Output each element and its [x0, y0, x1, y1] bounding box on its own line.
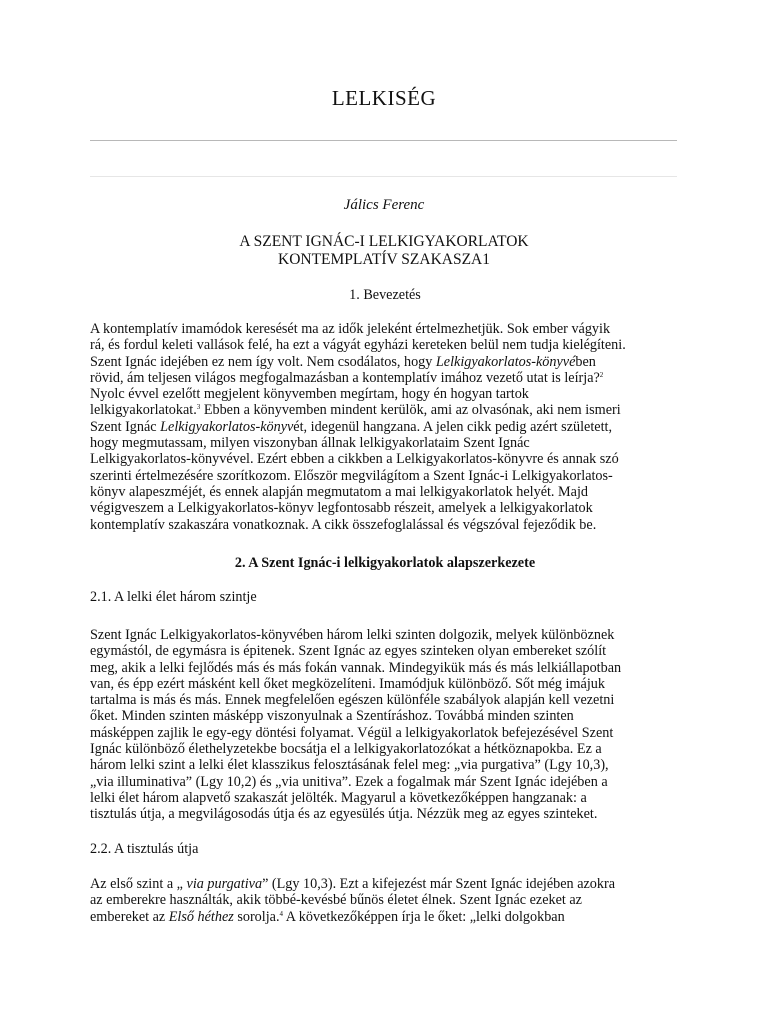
text-line: hogy megmutassam, milyen viszonyban állnak lelkigyakorlataim Szent Ignác	[90, 435, 530, 452]
heading-introduction: 1. Bevezetés	[349, 287, 421, 303]
text-line	[90, 354, 680, 370]
text-line	[90, 370, 680, 386]
text-line: Nyolc évvel ezelőtt megjelent könyvemben megírtam, hogy én hogyan tartok	[90, 386, 529, 403]
author-name: Jálics Ferenc	[343, 197, 425, 213]
text-line: az emberekre használták, akik többé-kevésbé bűnös életet élnek. Szent Ignác ezeket az	[90, 892, 582, 909]
heading-section-2: 2. A Szent Ignác-i lelkigyakorlatok alapszerkezete	[234, 555, 536, 571]
text-line: van, és épp ezért másként kell őket megközelíteni. Imamódjuk különböző. Sőt még imájuk	[90, 675, 605, 692]
text-line	[90, 909, 680, 925]
text-run: Szent Ignác	[90, 418, 161, 435]
heading-2-1: 2.1. A lelki élet három szintje	[90, 589, 257, 605]
text-line: Lelkigyakorlatos-könyvével. Ezért ebben a cikkben a Lelkigyakorlatos-könyvre és annak szó	[90, 451, 619, 468]
italic-term: via purgativa	[182, 876, 263, 892]
text-run: ben	[575, 353, 596, 370]
text-line: egymástól, de egymásra is épitenek. Szent Ignác az egyes szinteken olyan embereket szólít	[90, 643, 607, 660]
header-divider-light	[90, 176, 677, 177]
paragraph-introduction	[90, 321, 680, 533]
text-line: tisztulás útja, a megvilágosodás útja és az egyesülés útja. Nézzük meg az egyes szinteket.	[90, 806, 598, 823]
text-run: sorolja.	[233, 908, 280, 925]
text-line: „via illuminativa” (Lgy 10,2) és „via unitiva”. Ezek a fogalmak már Szent Ignác idejében a	[90, 773, 608, 790]
footnote-ref: 3	[196, 403, 201, 412]
text-line: meg, akik a lelki fejlődés más és más fokán vannak. Mindegyikük más és más lelkiállapotban	[90, 659, 622, 676]
paragraph-2-1	[90, 627, 680, 823]
paragraph-2-2	[90, 876, 680, 925]
text-line: Ignác különböző élethelyzetekbe bocsátja el a lelkigyakorlatozókat a hétköznapokba. Ez a	[90, 741, 602, 758]
heading-2-2-block	[90, 841, 680, 857]
text-line	[90, 402, 680, 418]
heading-2-1-block	[90, 589, 680, 605]
text-line: lelki élet három alapvető szakaszát jelölték. Magyarul a következőképpen hangzanak: a	[90, 789, 587, 806]
article-title-line-2: KONTEMPLATÍV SZAKASZA1	[278, 251, 490, 268]
text-line: rá, és fordul keleti vallások felé, ha ezt a vágyát egyházi kereteken belül nem tudja kielégíteni.	[90, 337, 626, 354]
italic-term: Első héthez	[168, 908, 234, 925]
text-run: A következőképpen írja le őket: „lelki dolgokban	[283, 908, 565, 925]
text-run: rövid, ám teljesen világos megfogalmazásban a kontemplatív imához vezető utat is leírja?	[90, 369, 600, 386]
text-line: másképpen zajlik le egy-egy döntési folyamat. Végül a lelkigyakorlatok befejezésével Szent	[90, 724, 614, 741]
text-run: embereket az	[90, 908, 169, 925]
text-run: Szent Ignác idejében ez nem így volt. Nem csodálatos, hogy	[90, 353, 436, 370]
section-title: LELKISÉG	[331, 86, 437, 110]
article-title-line-1: A SZENT IGNÁC-I LELKIGYAKORLATOK	[239, 233, 529, 250]
italic-book-title: Lelkigyakorlatos-könyvé	[435, 353, 576, 370]
text-run: lelkigyakorlatokat.	[90, 402, 197, 419]
article-title	[0, 233, 768, 269]
text-line	[90, 876, 680, 892]
italic-book-title: Lelkigyakorlatos-könyv	[160, 418, 294, 435]
heading-section-2-block	[90, 555, 680, 571]
heading-2-2: 2.2. A tisztulás útja	[90, 841, 199, 857]
text-line: kontemplatív szakaszára vonatkoznak. A cikk összefoglalással és végszóval fejeződik be.	[90, 516, 597, 533]
footnote-ref: 4	[279, 909, 283, 918]
text-line: végigveszem a Lelkigyakorlatos-könyv legfontosabb részeit, amelyek a lelkigyakorlatok	[90, 500, 593, 517]
header-divider	[90, 140, 677, 141]
text-line	[90, 419, 680, 435]
text-line: három lelki szint a lelki élet klasszikus felosztásának felel meg: „via purgativa” (Lgy 10,3),	[90, 757, 609, 774]
text-line: A kontemplatív imamódok keresését ma az idők jeleként értelmezhetjük. Sok ember vágyik	[90, 321, 611, 337]
heading-introduction-block	[90, 287, 680, 303]
text-line: Szent Ignác Lelkigyakorlatos-könyvében három lelki szinten dolgozik, melyek különböznek	[90, 627, 615, 643]
text-line: őket. Minden szinten másképp viszonyulnak a Szentíráshoz. Továbbá minden szinten	[90, 708, 574, 725]
text-run: Ebben a könyvemben mindent kerülök, ami az olvasónak, aki nem ismeri	[200, 402, 621, 419]
text-line: könyv alapeszméjét, és ennek alapján megmutatom a mai lelkigyakorlatok helyét. Majd	[90, 483, 588, 500]
text-run: ” (Lgy 10,3). Ezt a kifejezést már Szent Ignác idejében azokra	[262, 876, 616, 892]
text-line: szerinti értelmezésére szorítkozom. Először megvilágítom a Szent Ignác-i Lelkigyakorlatos-	[90, 467, 613, 484]
text-line: tartalma is más és más. Ennek megfelelően egészen különféle szabályok alapján kell vezetni	[90, 692, 615, 709]
text-run: ét, idegenül hangzana. A jelen cikk pedig azért született,	[293, 418, 612, 435]
text-run: Az első szint a „	[90, 876, 183, 892]
footnote-ref: 2	[599, 370, 604, 379]
